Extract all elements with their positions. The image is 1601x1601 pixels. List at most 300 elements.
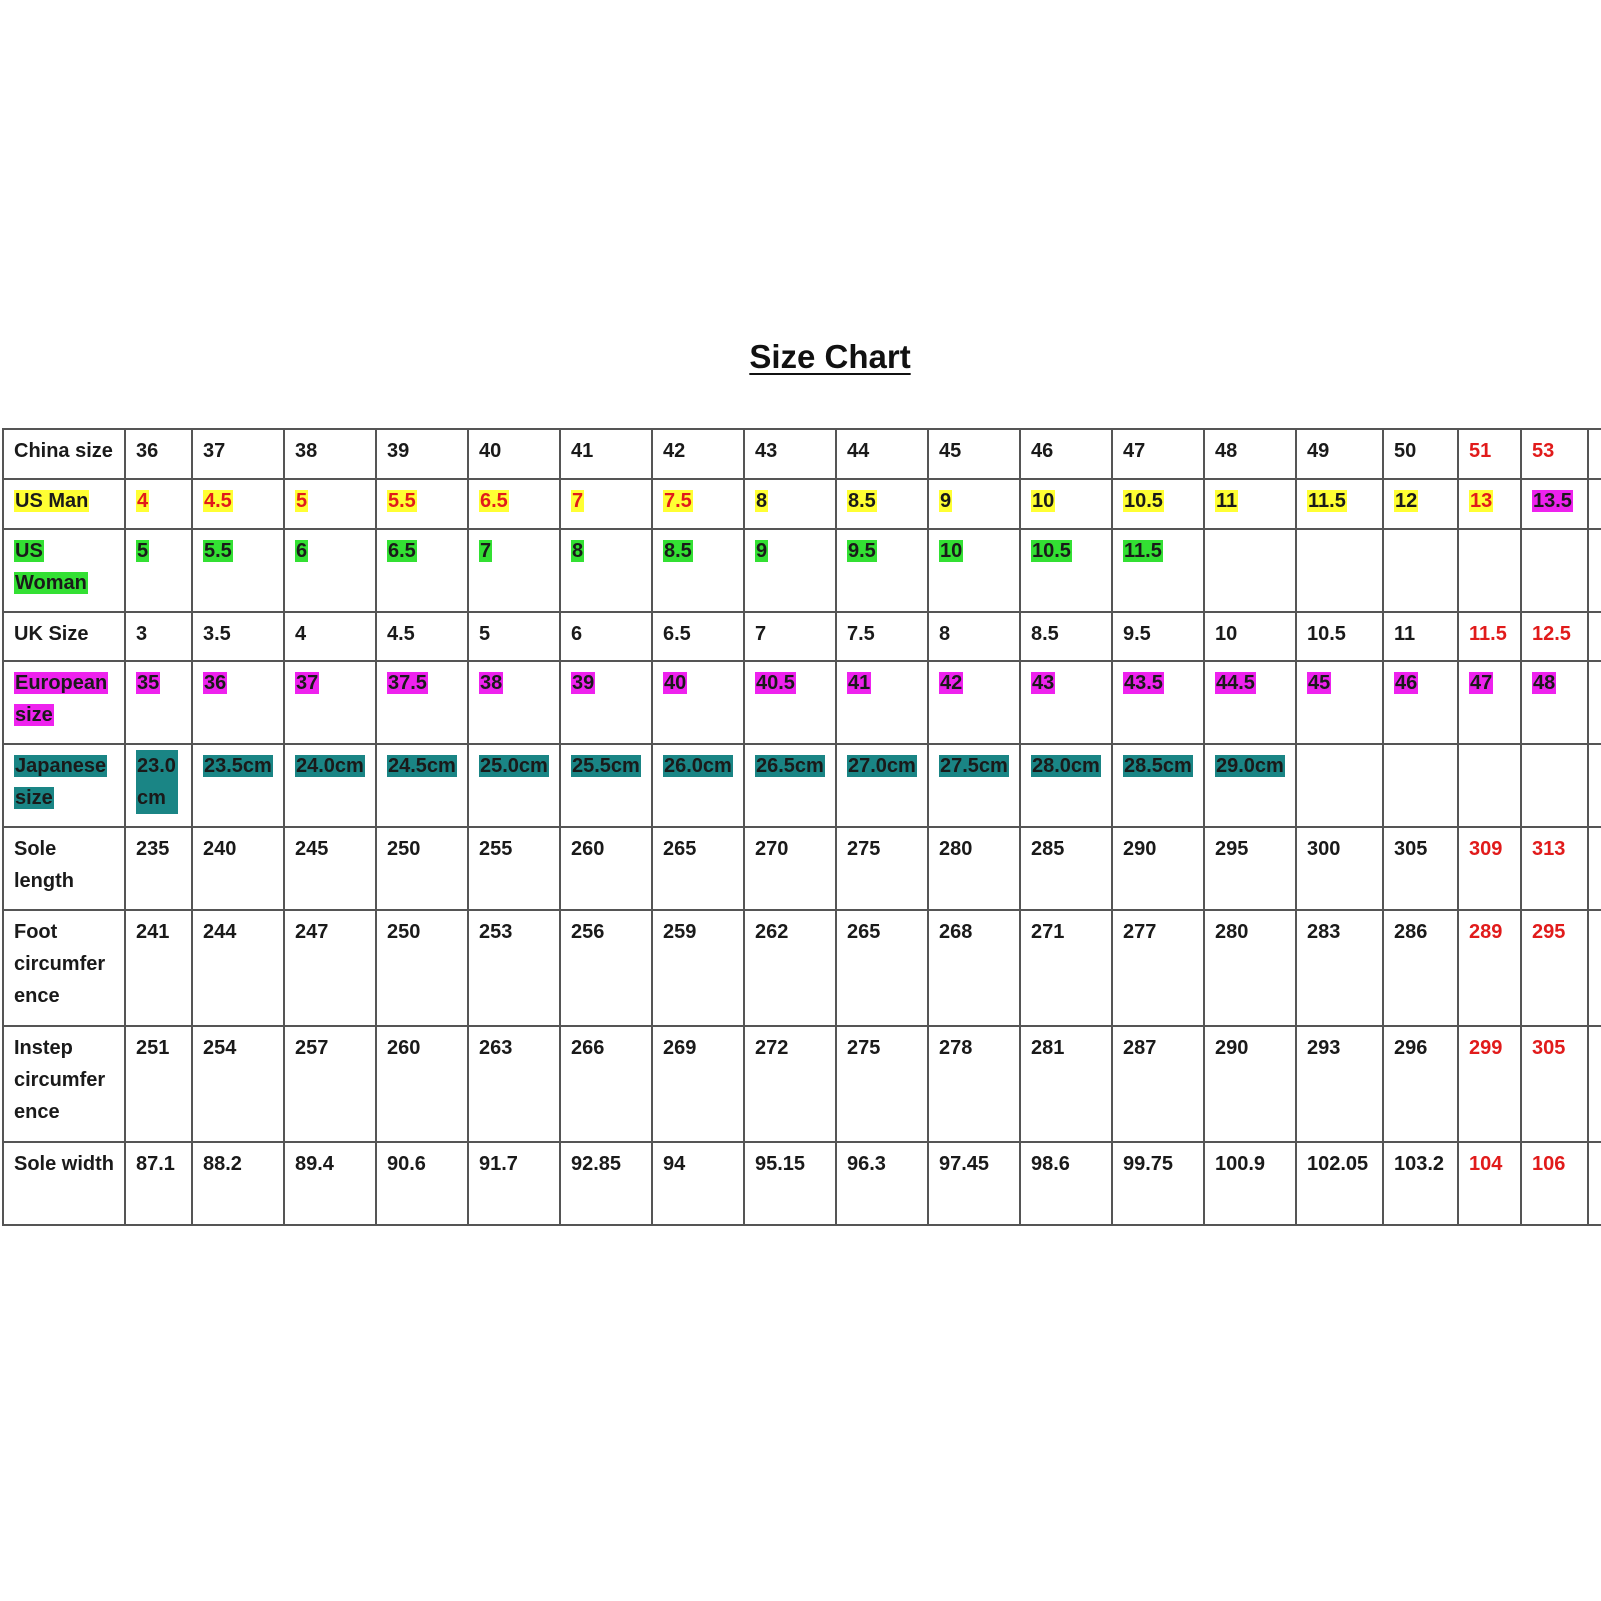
table-cell: [836, 744, 928, 827]
table-cell: [652, 744, 744, 827]
cell-value: 46: [1395, 672, 1418, 694]
table-cell: [1112, 479, 1204, 529]
table-cell: [125, 479, 192, 529]
cell-value: 91.7: [479, 1153, 518, 1175]
cell-value: 275: [847, 838, 881, 860]
table-cell: [836, 1142, 928, 1225]
table-row-uk: [3, 612, 1601, 661]
cell-value: 8: [939, 623, 951, 645]
cell-value: 45: [939, 440, 962, 462]
table-cell: [1112, 612, 1204, 661]
cell-value: 265: [663, 838, 697, 860]
cell-value: 254: [203, 1037, 237, 1059]
row-label-sole-width: [3, 1142, 125, 1225]
table-cell: [1296, 744, 1383, 827]
table-cell: [192, 529, 284, 612]
cell-value: 9.5: [848, 540, 876, 562]
cell-value: 44.5: [1216, 672, 1255, 694]
cell-value: 251: [136, 1037, 170, 1059]
cell-value: 6: [571, 623, 583, 645]
cell-value: 305: [1394, 838, 1428, 860]
cell-value: 89.4: [295, 1153, 334, 1175]
cell-value: 36: [136, 440, 159, 462]
row-label-us-man: [3, 479, 125, 529]
row-label-text: US Man: [15, 490, 89, 512]
cell-value: 100.9: [1215, 1153, 1266, 1175]
table-cell: [560, 910, 652, 1026]
table-cell: [468, 744, 560, 827]
row-label-text: China size: [14, 440, 113, 462]
cell-value: 300: [1307, 838, 1341, 860]
table-cell: [1521, 661, 1588, 744]
cell-value: 6.5: [388, 540, 416, 562]
table-cell: [1204, 429, 1296, 479]
table-row-sole-length: [3, 827, 1601, 910]
table-cell: [1521, 429, 1588, 479]
cell-value: 39: [572, 672, 595, 694]
table-cell: [1521, 1026, 1588, 1142]
table-cell: [560, 661, 652, 744]
cell-value: 268: [939, 921, 973, 943]
table-cell: [836, 910, 928, 1026]
table-cell: [1112, 744, 1204, 827]
table-cell: [125, 661, 192, 744]
table-cell: [1383, 661, 1458, 744]
cell-value: 305: [1532, 1037, 1566, 1059]
cell-value: 295: [1215, 838, 1249, 860]
row-label-us-woman: [3, 529, 125, 612]
table-cell: [836, 827, 928, 910]
cell-value: 97.45: [939, 1153, 990, 1175]
cell-value: 13: [1470, 490, 1493, 512]
cell-value: 245: [295, 838, 329, 860]
table-cell: [1296, 827, 1383, 910]
table-cell: [744, 429, 836, 479]
cell-value: 38: [480, 672, 503, 694]
cell-value: 9: [940, 490, 952, 512]
cell-value: 5.5: [204, 540, 232, 562]
table-cell: [1020, 429, 1112, 479]
table-cell: [376, 1142, 468, 1225]
table-cell-edge: [1588, 744, 1601, 827]
table-cell: [744, 910, 836, 1026]
cell-value: 4: [137, 490, 149, 512]
table-cell: [1383, 744, 1458, 827]
table-cell: [928, 910, 1020, 1026]
table-row-foot-circumference: [3, 910, 1601, 1026]
table-cell: [125, 827, 192, 910]
cell-value: 25.0cm: [480, 755, 548, 777]
table-cell: [1204, 1026, 1296, 1142]
table-cell: [1204, 1142, 1296, 1225]
cell-value: 47: [1123, 440, 1146, 462]
table-cell: [652, 529, 744, 612]
table-cell: [1383, 1026, 1458, 1142]
table-cell: [1521, 910, 1588, 1026]
table-cell: [1458, 910, 1521, 1026]
table-cell: [468, 429, 560, 479]
cell-value: 8.5: [848, 490, 876, 512]
cell-value: 23.0 cm: [136, 750, 178, 814]
table-cell: [284, 661, 376, 744]
cell-value: 95.15: [755, 1153, 806, 1175]
table-cell: [1458, 661, 1521, 744]
table-cell: [652, 479, 744, 529]
table-cell: [1020, 910, 1112, 1026]
cell-value: 40.5: [756, 672, 795, 694]
cell-value: 259: [663, 921, 697, 943]
cell-value: 26.5cm: [756, 755, 824, 777]
table-cell: [1112, 910, 1204, 1026]
cell-value: 280: [939, 838, 973, 860]
cell-value: 40: [664, 672, 687, 694]
cell-value: 43.5: [1124, 672, 1163, 694]
cell-value: 11.5: [1124, 540, 1162, 562]
table-row-us-woman: [3, 529, 1601, 612]
table-cell: [376, 612, 468, 661]
table-cell: [1020, 529, 1112, 612]
cell-value: 90.6: [387, 1153, 426, 1175]
cell-value: 49: [1307, 440, 1330, 462]
cell-value: 10.5: [1032, 540, 1071, 562]
cell-value: 10: [1032, 490, 1055, 512]
cell-value: 48: [1215, 440, 1238, 462]
table-cell: [652, 661, 744, 744]
table-cell: [1020, 744, 1112, 827]
cell-value: 244: [203, 921, 237, 943]
table-cell: [928, 1142, 1020, 1225]
table-cell: [836, 429, 928, 479]
cell-value: 7.5: [847, 623, 875, 645]
cell-value: 39: [387, 440, 410, 462]
table-cell: [560, 612, 652, 661]
table-row-japanese: [3, 744, 1601, 827]
table-cell: [652, 612, 744, 661]
cell-value: 272: [755, 1037, 789, 1059]
table-cell: [1383, 827, 1458, 910]
table-row-us-man: [3, 479, 1601, 529]
row-label-text: Sole length: [14, 838, 74, 892]
cell-value: 11.5: [1308, 490, 1346, 512]
cell-value: 256: [571, 921, 605, 943]
row-label-japanese: [3, 744, 125, 827]
table-cell: [836, 1026, 928, 1142]
cell-value: 265: [847, 921, 881, 943]
cell-value: 9.5: [1123, 623, 1151, 645]
cell-value: 92.85: [571, 1153, 622, 1175]
table-cell: [192, 744, 284, 827]
table-cell: [125, 529, 192, 612]
table-cell: [284, 910, 376, 1026]
table-cell-edge: [1588, 612, 1601, 661]
table-cell: [468, 1026, 560, 1142]
table-cell: [1296, 529, 1383, 612]
table-cell: [1296, 910, 1383, 1026]
cell-value: 37.5: [388, 672, 427, 694]
cell-value: 278: [939, 1037, 973, 1059]
table-cell-edge: [1588, 1026, 1601, 1142]
table-cell: [1112, 1026, 1204, 1142]
cell-value: 41: [848, 672, 871, 694]
cell-value: 253: [479, 921, 513, 943]
table-cell: [560, 1142, 652, 1225]
cell-value: 7: [755, 623, 767, 645]
table-cell: [125, 429, 192, 479]
table-cell: [652, 429, 744, 479]
table-cell: [928, 479, 1020, 529]
cell-value: 12: [1395, 490, 1418, 512]
cell-value: 24.5cm: [388, 755, 456, 777]
table-cell: [1458, 529, 1521, 612]
cell-value: 50: [1394, 440, 1417, 462]
cell-value: 260: [571, 838, 605, 860]
cell-value: 7.5: [664, 490, 692, 512]
table-cell: [744, 1026, 836, 1142]
cell-value: 295: [1532, 921, 1566, 943]
row-label-text: Japanese size: [15, 755, 107, 809]
row-label-text: Foot circumfer ence: [14, 921, 106, 1007]
table-cell: [1296, 661, 1383, 744]
cell-value: 309: [1469, 838, 1503, 860]
table-cell: [1204, 827, 1296, 910]
table-cell: [560, 529, 652, 612]
row-label-text: Instep circumfer ence: [14, 1037, 106, 1123]
cell-value: 11.5: [1469, 623, 1507, 645]
cell-value: 96.3: [847, 1153, 886, 1175]
table-cell: [468, 661, 560, 744]
table-cell-edge: [1588, 429, 1601, 479]
row-label-text: US Woman: [15, 540, 87, 594]
cell-value: 8.5: [664, 540, 692, 562]
table-cell: [284, 479, 376, 529]
table-cell: [836, 612, 928, 661]
cell-value: 286: [1394, 921, 1428, 943]
table-cell: [1458, 612, 1521, 661]
cell-value: 250: [387, 921, 421, 943]
table-cell: [928, 429, 1020, 479]
cell-value: 8.5: [1031, 623, 1059, 645]
cell-value: 289: [1469, 921, 1503, 943]
table-cell: [284, 612, 376, 661]
table-cell: [125, 1142, 192, 1225]
cell-value: 24.0cm: [296, 755, 364, 777]
cell-value: 5: [479, 623, 491, 645]
table-cell: [1204, 744, 1296, 827]
table-cell: [1112, 661, 1204, 744]
cell-value: 53: [1532, 440, 1555, 462]
cell-value: 37: [203, 440, 226, 462]
cell-value: 38: [295, 440, 318, 462]
cell-value: 5: [296, 490, 308, 512]
cell-value: 6.5: [480, 490, 508, 512]
table-cell: [376, 479, 468, 529]
table-cell: [1458, 1142, 1521, 1225]
cell-value: 12.5: [1532, 623, 1571, 645]
table-cell: [192, 479, 284, 529]
cell-value: 46: [1031, 440, 1054, 462]
table-cell: [744, 1142, 836, 1225]
table-cell: [284, 1142, 376, 1225]
table-cell: [1458, 429, 1521, 479]
table-cell: [468, 529, 560, 612]
table-cell: [1112, 1142, 1204, 1225]
table-cell-edge: [1588, 1142, 1601, 1225]
cell-value: 10.5: [1124, 490, 1163, 512]
cell-value: 10: [1215, 623, 1238, 645]
cell-value: 4.5: [387, 623, 415, 645]
table-row-instep-circumference: [3, 1026, 1601, 1142]
cell-value: 42: [940, 672, 963, 694]
cell-value: 247: [295, 921, 329, 943]
table-cell: [836, 529, 928, 612]
cell-value: 293: [1307, 1037, 1341, 1059]
cell-value: 5: [137, 540, 149, 562]
cell-value: 11: [1216, 490, 1238, 512]
table-cell: [1204, 479, 1296, 529]
table-cell: [1204, 910, 1296, 1026]
cell-value: 26.0cm: [664, 755, 732, 777]
table-cell: [284, 429, 376, 479]
table-cell: [928, 744, 1020, 827]
cell-value: 255: [479, 838, 513, 860]
cell-value: 277: [1123, 921, 1157, 943]
cell-value: 8: [572, 540, 584, 562]
table-cell: [468, 910, 560, 1026]
cell-value: 99.75: [1123, 1153, 1174, 1175]
table-cell: [928, 1026, 1020, 1142]
cell-value: 94: [663, 1153, 686, 1175]
table-cell: [376, 429, 468, 479]
cell-value: 43: [755, 440, 778, 462]
cell-value: 35: [137, 672, 160, 694]
cell-value: 45: [1308, 672, 1331, 694]
table-row-sole-width: [3, 1142, 1601, 1225]
cell-value: 263: [479, 1037, 513, 1059]
row-label-european: [3, 661, 125, 744]
table-cell: [928, 827, 1020, 910]
table-cell: [836, 661, 928, 744]
table-cell: [1458, 479, 1521, 529]
cell-value: 270: [755, 838, 789, 860]
cell-value: 41: [571, 440, 594, 462]
cell-value: 290: [1123, 838, 1157, 860]
cell-value: 9: [756, 540, 768, 562]
table-cell: [1521, 612, 1588, 661]
table-cell: [1383, 910, 1458, 1026]
table-cell: [125, 1026, 192, 1142]
table-cell: [1458, 1026, 1521, 1142]
cell-value: 8: [756, 490, 768, 512]
cell-value: 281: [1031, 1037, 1065, 1059]
cell-value: 4.5: [204, 490, 232, 512]
cell-value: 11: [1394, 623, 1416, 645]
cell-value: 260: [387, 1037, 421, 1059]
cell-value: 47: [1470, 672, 1493, 694]
table-cell: [928, 529, 1020, 612]
cell-value: 287: [1123, 1037, 1157, 1059]
cell-value: 51: [1469, 440, 1492, 462]
table-cell: [1204, 661, 1296, 744]
table-cell: [560, 827, 652, 910]
table-cell: [1112, 529, 1204, 612]
table-cell-edge: [1588, 827, 1601, 910]
row-label-instep-circumference: [3, 1026, 125, 1142]
table-cell: [1296, 612, 1383, 661]
table-cell: [1521, 744, 1588, 827]
table-cell: [744, 827, 836, 910]
table-cell: [376, 827, 468, 910]
table-cell: [560, 1026, 652, 1142]
cell-value: 5.5: [388, 490, 416, 512]
table-cell: [1521, 1142, 1588, 1225]
table-cell: [560, 479, 652, 529]
table-cell: [744, 612, 836, 661]
cell-value: 250: [387, 838, 421, 860]
cell-value: 290: [1215, 1037, 1249, 1059]
table-cell: [1204, 529, 1296, 612]
table-cell: [1296, 429, 1383, 479]
page-title: Size Chart: [749, 338, 911, 375]
cell-value: 25.5cm: [572, 755, 640, 777]
table-cell: [468, 827, 560, 910]
table-cell: [744, 661, 836, 744]
cell-value: 257: [295, 1037, 329, 1059]
cell-value: 98.6: [1031, 1153, 1070, 1175]
table-cell: [1296, 1142, 1383, 1225]
table-cell: [125, 612, 192, 661]
cell-value: 285: [1031, 838, 1065, 860]
table-cell: [376, 529, 468, 612]
cell-value: 7: [480, 540, 492, 562]
cell-value: 235: [136, 838, 170, 860]
cell-value: 106: [1532, 1153, 1566, 1175]
cell-value: 262: [755, 921, 789, 943]
cell-value: 10.5: [1307, 623, 1346, 645]
table-row-european: [3, 661, 1601, 744]
table-cell: [376, 1026, 468, 1142]
cell-value: 275: [847, 1037, 881, 1059]
cell-value: 87.1: [136, 1153, 175, 1175]
table-cell: [284, 827, 376, 910]
row-label-text: Sole width: [14, 1153, 114, 1175]
table-cell: [468, 479, 560, 529]
table-cell: [652, 1026, 744, 1142]
cell-value: 48: [1533, 672, 1556, 694]
table-cell: [376, 744, 468, 827]
cell-value: 4: [295, 623, 307, 645]
table-cell: [1458, 827, 1521, 910]
table-cell-edge: [1588, 529, 1601, 612]
cell-value: 40: [479, 440, 502, 462]
table-cell: [192, 1142, 284, 1225]
row-label-text: UK Size: [14, 623, 89, 645]
cell-value: 6.5: [663, 623, 691, 645]
table-cell: [836, 479, 928, 529]
cell-value: 36: [204, 672, 227, 694]
table-cell: [284, 529, 376, 612]
row-label-text: European size: [15, 672, 108, 726]
cell-value: 42: [663, 440, 686, 462]
table-cell: [1521, 827, 1588, 910]
cell-value: 266: [571, 1037, 605, 1059]
table-cell: [468, 1142, 560, 1225]
cell-value: 104: [1469, 1153, 1503, 1175]
cell-value: 7: [572, 490, 584, 512]
row-label-uk: [3, 612, 125, 661]
cell-value: 28.5cm: [1124, 755, 1192, 777]
cell-value: 3: [136, 623, 148, 645]
table-cell-edge: [1588, 661, 1601, 744]
